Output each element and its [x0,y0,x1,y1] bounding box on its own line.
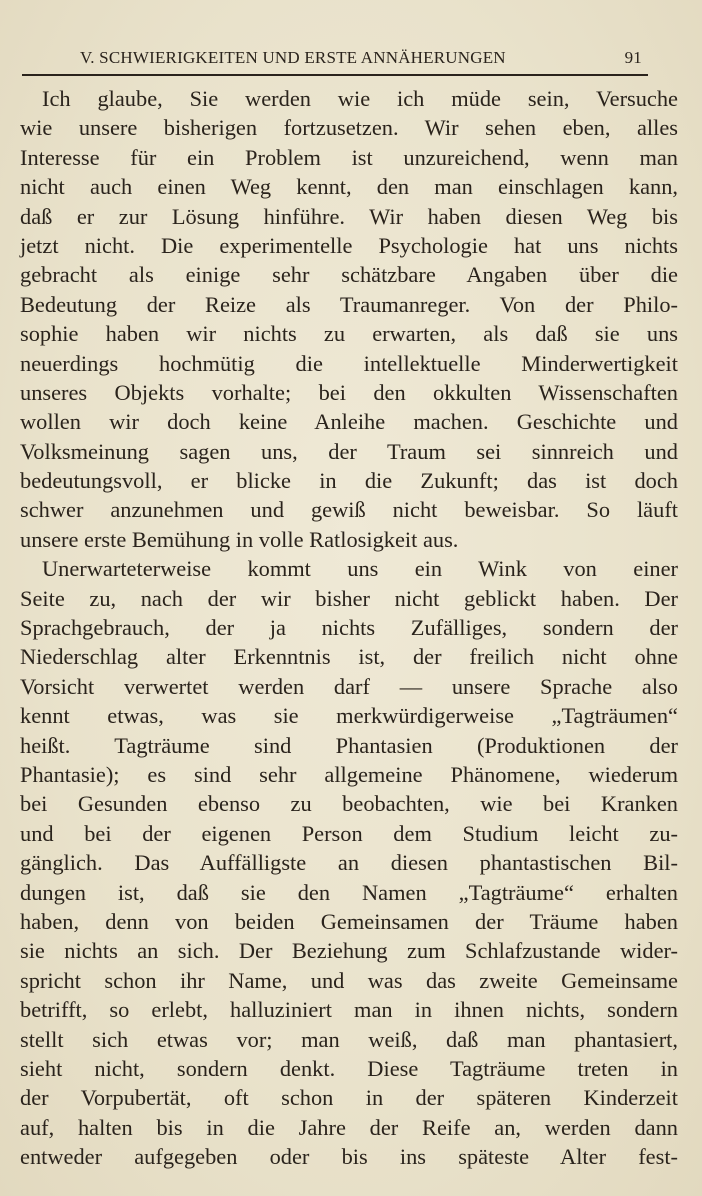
text-line: Unerwarteterweise kommt uns ein Wink von einer [42,556,678,582]
text-line: Bedeutung der Reize als Traumanreger. Von der Philo- [20,291,678,317]
running-head [22,44,648,76]
text-line: Vorsicht verwertet werden darf — unsere Sprache also [20,673,678,699]
text-line: Seite zu, nach der wir bisher nicht geblickt haben. Der [20,585,678,611]
text-line: jetzt nicht. Die experimentelle Psychologie hat uns nichts [20,232,678,258]
text-line: betrifft, so erlebt, halluziniert man in ihnen nichts, sondern [20,997,678,1023]
text-line: haben, denn von beiden Gemeinsamen der Träume haben [20,908,678,934]
text-line: nicht auch einen Weg kennt, den man einschlagen kann, [20,174,678,200]
text-line: Sprachgebrauch, der ja nichts Zufälliges, sondern der [20,615,678,641]
body-text [20,84,678,1171]
text-line: Phantasie); es sind sehr allgemeine Phänomene, wiederum [20,761,678,787]
text-line: und bei der eigenen Person dem Studium leicht zu- [20,820,678,846]
text-line: unsere erste Bemühung in volle Ratlosigkeit aus. [20,526,459,552]
text-line: schwer anzunehmen und gewiß nicht beweisbar. So läuft [20,497,678,523]
text-line: wie unsere bisherigen fortzusetzen. Wir sehen eben, alles [20,115,678,141]
text-line: sophie haben wir nichts zu erwarten, als daß sie uns [20,321,678,347]
text-line: entweder aufgegeben oder bis ins späteste Alter fest- [20,1144,678,1170]
text-line: auf, halten bis in die Jahre der Reife an, werden dann [20,1114,678,1140]
text-line: heißt. Tagträume sind Phantasien (Produktionen der [20,732,678,758]
chapter-title: V. SCHWIERIGKEITEN UND ERSTE ANNÄHERUNGEN [80,48,506,67]
text-line: wollen wir doch keine Anleihe machen. Geschichte und [20,409,678,435]
page-number: 91 [624,48,642,67]
text-line: kennt etwas, was sie merkwürdigerweise „Tagträumen“ [20,703,678,729]
text-line: neuerdings hochmütig die intellektuelle Minderwertigkeit [20,350,678,376]
text-line: bedeutungsvoll, er blicke in die Zukunft; das ist doch [20,468,678,494]
text-line: Niederschlag alter Erkenntnis ist, der freilich nicht ohne [20,644,678,670]
text-line: stellt sich etwas vor; man weiß, daß man phantasiert, [20,1026,678,1052]
text-line: unseres Objekts vorhalte; bei den okkulten Wissenschaften [20,379,678,405]
text-line: dungen ist, daß sie den Namen „Tagträume“ erhalten [20,879,678,905]
text-line: gebracht als einige sehr schätzbare Angaben über die [20,262,678,288]
text-line: Interesse für ein Problem ist unzureichend, wenn man [20,144,678,170]
text-line: spricht schon ihr Name, und was das zweite Gemeinsame [20,967,678,993]
text-line: bei Gesunden ebenso zu beobachten, wie bei Kranken [20,791,678,817]
text-line: Volksmeinung sagen uns, der Traum sei sinnreich und [20,438,678,464]
text-line: gänglich. Das Auffälligste an diesen phantastischen Bil- [20,850,678,876]
text-line: sieht nicht, sondern denkt. Diese Tagträume treten in [20,1055,678,1081]
text-line: daß er zur Lösung hinführe. Wir haben diesen Weg bis [20,203,678,229]
text-line: Ich glaube, Sie werden wie ich müde sein, Versuche [42,86,678,111]
text-line: der Vorpubertät, oft schon in der späteren Kinderzeit [20,1085,678,1111]
text-line: sie nichts an sich. Der Beziehung zum Schlafzustande wider- [20,938,678,964]
